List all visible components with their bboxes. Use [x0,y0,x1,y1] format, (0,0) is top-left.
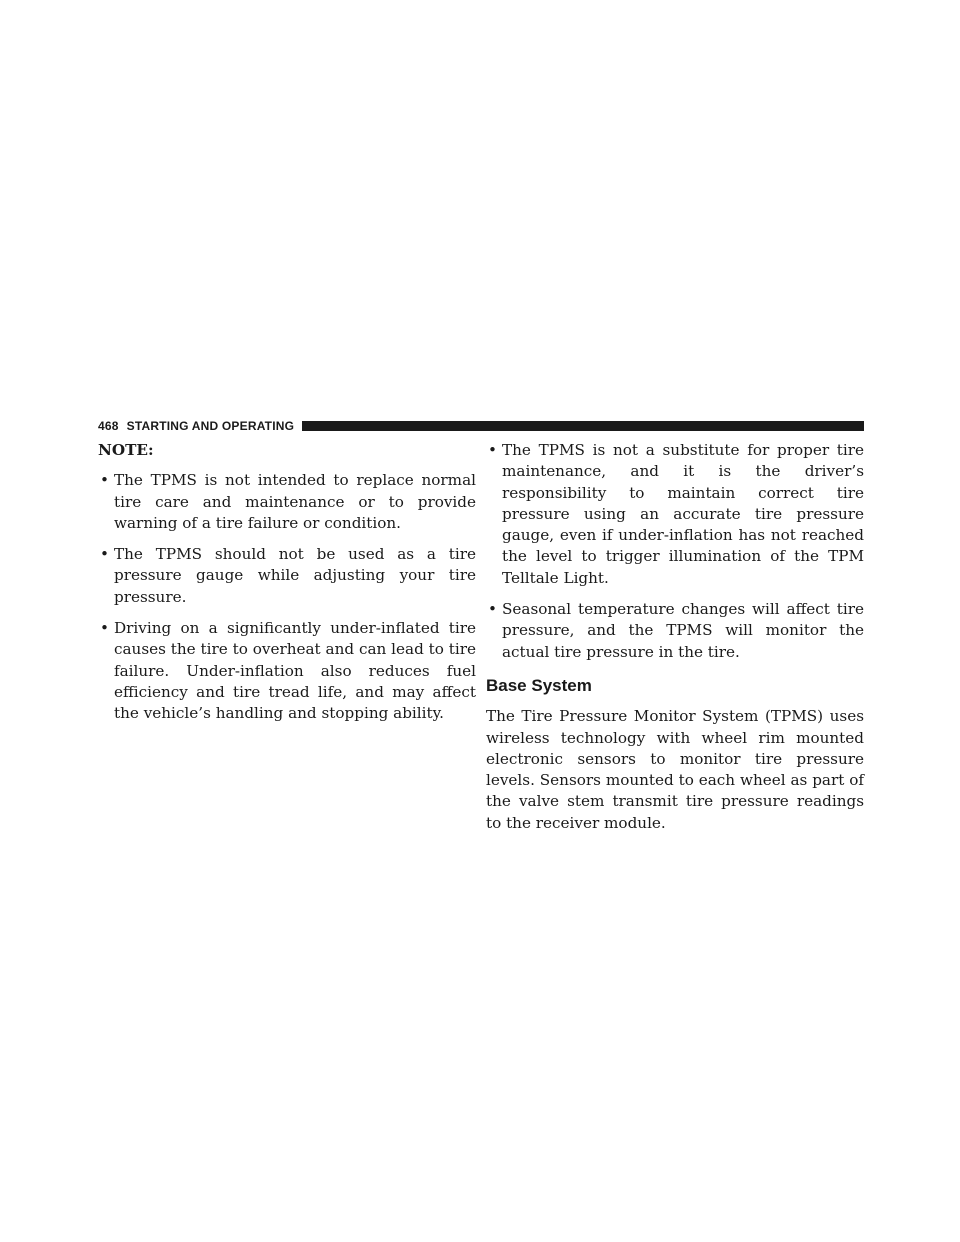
note-label: NOTE: [98,441,154,459]
note-bullet-list [98,470,476,724]
bullet-icon: • [100,471,109,490]
page-header [98,418,864,434]
right-column [486,440,864,834]
body-paragraph: The Tire Pressure Monitor System (TPMS) uses wireless technology with wheel rim mounted electronic sensors to monitor tire pressure levels. Sensors mounted to each wheel as part of the valve stem transmit tire pressure readings to the receiver module. [486,707,864,832]
header-rule [302,421,864,431]
list-item [98,470,476,534]
list-item-text: Seasonal temperature changes will affect tire pressure, and the TPMS will monitor the actual tire pressure in the tire. [502,600,864,661]
section-heading: Base System [486,675,592,695]
list-item [486,599,864,663]
list-item [98,618,476,724]
continued-bullet-list [486,440,864,663]
list-item [98,544,476,608]
section-title: STARTING AND OPERATING [126,419,295,433]
left-column [98,440,476,735]
page-number: 468 [98,419,119,433]
list-item [486,440,864,589]
bullet-icon: • [488,600,497,619]
list-item-text: The TPMS is not intended to replace normal tire care and maintenance or to provide warning of a tire failure or condition. [114,471,476,532]
list-item-text: Driving on a significantly under-inflated tire causes the tire to overheat and can lead to tire failure. Under-inflation also reduces fuel efficiency and tire tread life, and may affect the vehicle’s handling and stopping ability. [114,619,476,723]
bullet-icon: • [100,545,109,564]
bullet-icon: • [100,619,109,638]
list-item-text: The TPMS is not a substitute for proper tire maintenance, and it is the driver’s responsibility to maintain correct tire pressure using an accurate tire pressure gauge, even if under-inflation has not reached the level to trigger illumination of the TPM Telltale Light. [502,441,864,587]
list-item-text: The TPMS should not be used as a tire pressure gauge while adjusting your tire pressure. [114,545,476,606]
bullet-icon: • [488,441,497,459]
